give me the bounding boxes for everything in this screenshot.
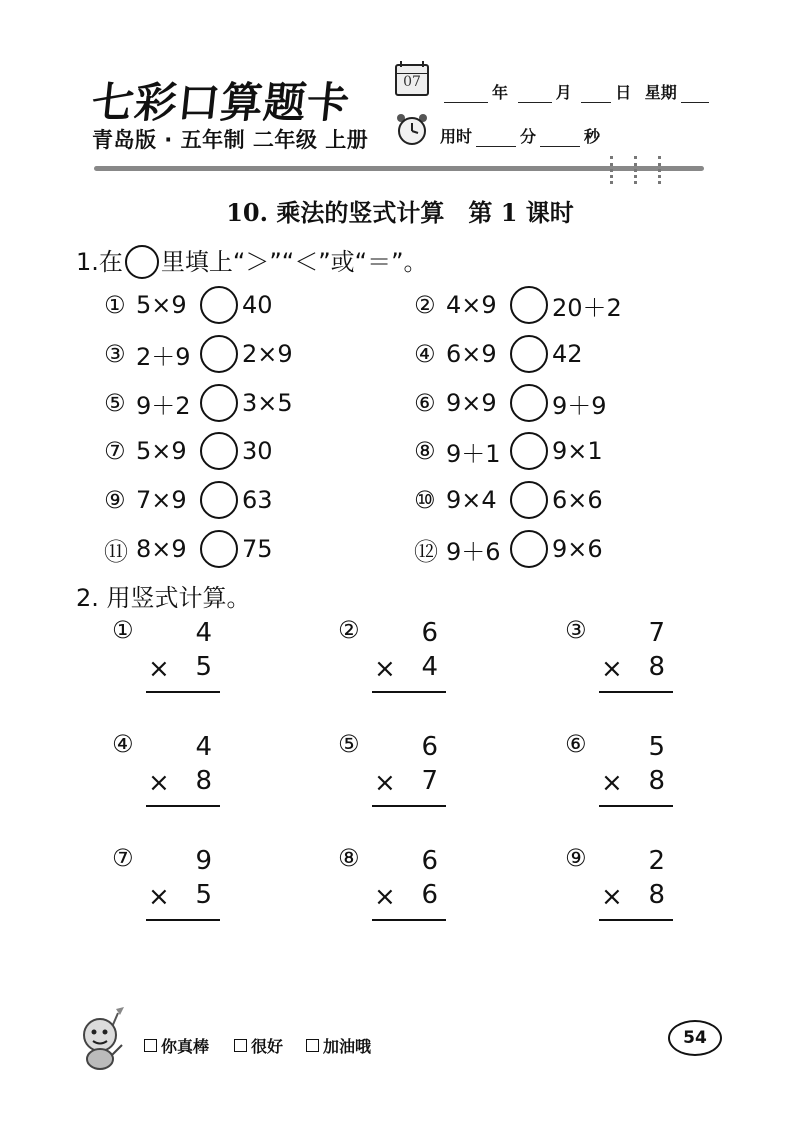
comparison-item bbox=[104, 383, 293, 423]
day-label: 日 bbox=[615, 83, 632, 102]
second-blank[interactable] bbox=[540, 128, 580, 147]
weekday-blank[interactable] bbox=[681, 84, 709, 103]
calc-rule bbox=[372, 919, 446, 921]
multiplicand: 4 bbox=[195, 618, 212, 648]
item-index: ④ bbox=[112, 730, 134, 758]
lesson-title: 10. 乘法的竖式计算 第 1 课时 bbox=[226, 198, 574, 227]
left-expression: 9×4 bbox=[446, 486, 497, 514]
left-expression: 6×9 bbox=[446, 340, 497, 368]
alarm-clock-icon bbox=[395, 112, 429, 146]
item-index: ⑥ bbox=[414, 389, 436, 417]
item-index: ⑥ bbox=[565, 730, 587, 758]
minute-blank[interactable] bbox=[476, 128, 516, 147]
comparison-item bbox=[104, 431, 273, 471]
answer-circle[interactable] bbox=[510, 432, 548, 470]
weekday-label: 星期 bbox=[644, 83, 677, 102]
multiplicand: 6 bbox=[421, 618, 438, 648]
right-expression: 30 bbox=[242, 437, 273, 465]
vertical-calc-item[interactable] bbox=[112, 844, 232, 934]
calc-rule bbox=[146, 805, 220, 807]
multiplicand: 2 bbox=[648, 846, 665, 876]
divider-knob bbox=[610, 156, 619, 184]
comparison-item bbox=[414, 480, 603, 520]
item-index: ⑧ bbox=[338, 844, 360, 872]
comparison-item bbox=[414, 431, 603, 471]
answer-circle[interactable] bbox=[200, 481, 238, 519]
right-expression: 2×9 bbox=[242, 340, 293, 368]
comparison-item bbox=[104, 285, 273, 325]
left-expression: 7×9 bbox=[136, 486, 187, 514]
multiply-sign: × bbox=[148, 882, 170, 912]
answer-circle[interactable] bbox=[510, 481, 548, 519]
right-expression: 9×1 bbox=[552, 437, 603, 465]
answer-circle[interactable] bbox=[510, 530, 548, 568]
comparison-item bbox=[104, 529, 273, 569]
item-index: ⑨ bbox=[565, 844, 587, 872]
multiply-sign: × bbox=[148, 768, 170, 798]
calc-rule bbox=[372, 805, 446, 807]
item-index: ⑨ bbox=[104, 486, 126, 514]
rating-label: 加油哦 bbox=[323, 1037, 372, 1056]
vertical-calc-item[interactable] bbox=[338, 616, 458, 706]
brand-logo-title: 七彩口算题卡 bbox=[89, 78, 353, 127]
left-expression: 5×9 bbox=[136, 291, 187, 319]
comparison-item bbox=[104, 334, 293, 374]
vertical-calc-item[interactable] bbox=[112, 730, 232, 820]
item-index: ⑤ bbox=[338, 730, 360, 758]
multiply-sign: × bbox=[148, 654, 170, 684]
comparison-item bbox=[414, 529, 603, 569]
item-index: ④ bbox=[414, 340, 436, 368]
right-expression: 42 bbox=[552, 340, 583, 368]
item-index: ⑧ bbox=[414, 437, 436, 465]
right-expression: 9×6 bbox=[552, 535, 603, 563]
vertical-calc-item[interactable] bbox=[338, 730, 458, 820]
time-fill-line bbox=[440, 124, 600, 147]
vertical-calc-item[interactable] bbox=[338, 844, 458, 934]
vertical-calc-item[interactable] bbox=[112, 616, 232, 706]
item-index: ② bbox=[338, 616, 360, 644]
left-expression: 5×9 bbox=[136, 437, 187, 465]
item-index: ② bbox=[414, 291, 436, 319]
left-expression: 2＋9 bbox=[136, 342, 191, 371]
rating-checkbox[interactable] bbox=[144, 1039, 157, 1052]
item-index: ① bbox=[104, 291, 126, 319]
item-index: ⑤ bbox=[104, 389, 126, 417]
multiply-sign: × bbox=[601, 882, 623, 912]
rating-checkbox[interactable] bbox=[306, 1039, 319, 1052]
multiplicand: 4 bbox=[195, 732, 212, 762]
calc-rule bbox=[372, 691, 446, 693]
section1-number: 1. bbox=[76, 248, 99, 276]
month-blank[interactable] bbox=[518, 84, 552, 103]
day-blank[interactable] bbox=[581, 84, 611, 103]
rating-option[interactable] bbox=[306, 1034, 371, 1057]
item-index: ⑫ bbox=[414, 537, 438, 566]
divider-knob bbox=[634, 156, 643, 184]
calc-rule bbox=[599, 805, 673, 807]
left-expression: 9＋1 bbox=[446, 439, 501, 468]
calc-rule bbox=[146, 691, 220, 693]
answer-circle[interactable] bbox=[510, 286, 548, 324]
multiplicand: 5 bbox=[648, 732, 665, 762]
left-expression: 9＋2 bbox=[136, 391, 191, 420]
multiply-sign: × bbox=[601, 768, 623, 798]
section1-instruction bbox=[76, 242, 428, 279]
item-index: ⑦ bbox=[104, 437, 126, 465]
mascot-icon bbox=[72, 1005, 134, 1071]
left-expression: 8×9 bbox=[136, 535, 187, 563]
page-number: 54 bbox=[668, 1020, 722, 1056]
multiplier: 7 bbox=[421, 766, 438, 796]
calc-rule bbox=[146, 919, 220, 921]
rating-label: 你真棒 bbox=[161, 1037, 210, 1056]
section2-instruction: 2. 用竖式计算。 bbox=[76, 584, 251, 612]
section1-text-after: 里填上“＞”“＜”或“＝”。 bbox=[160, 248, 428, 276]
multiplicand: 6 bbox=[421, 732, 438, 762]
time-used-label: 用时 bbox=[440, 127, 473, 146]
month-label: 月 bbox=[555, 83, 572, 102]
multiplier: 8 bbox=[648, 766, 665, 796]
calendar-day: 07 bbox=[397, 73, 427, 89]
item-index: ③ bbox=[104, 340, 126, 368]
multiply-sign: × bbox=[374, 654, 396, 684]
section1-text-before: 在 bbox=[98, 248, 123, 276]
vertical-calc-item[interactable] bbox=[565, 844, 685, 934]
right-expression: 3×5 bbox=[242, 389, 293, 417]
multiplier: 5 bbox=[195, 652, 212, 682]
answer-circle[interactable] bbox=[200, 335, 238, 373]
rating-option[interactable] bbox=[234, 1034, 283, 1057]
right-expression: 75 bbox=[242, 535, 273, 563]
minute-label: 分 bbox=[520, 127, 537, 146]
second-label: 秒 bbox=[584, 127, 601, 146]
multiplicand: 7 bbox=[648, 618, 665, 648]
left-expression: 4×9 bbox=[446, 291, 497, 319]
calc-rule bbox=[599, 691, 673, 693]
answer-circle[interactable] bbox=[510, 384, 548, 422]
multiplier: 4 bbox=[421, 652, 438, 682]
calc-rule bbox=[599, 919, 673, 921]
answer-circle[interactable] bbox=[200, 384, 238, 422]
multiplier: 5 bbox=[195, 880, 212, 910]
rating-label: 很好 bbox=[251, 1037, 284, 1056]
comparison-item bbox=[414, 334, 583, 374]
comparison-item bbox=[414, 285, 622, 325]
multiplier: 8 bbox=[195, 766, 212, 796]
right-expression: 63 bbox=[242, 486, 273, 514]
edition-subtitle: 青岛版 · 五年制 二年级 上册 bbox=[92, 128, 369, 152]
answer-circle[interactable] bbox=[200, 432, 238, 470]
multiply-sign: × bbox=[374, 882, 396, 912]
calendar-icon bbox=[395, 64, 429, 96]
multiply-sign: × bbox=[601, 654, 623, 684]
rating-option[interactable] bbox=[144, 1034, 209, 1057]
right-expression: 20＋2 bbox=[552, 293, 622, 322]
item-index: ① bbox=[112, 616, 134, 644]
answer-circle[interactable] bbox=[200, 530, 238, 568]
rating-checkbox[interactable] bbox=[234, 1039, 247, 1052]
item-index: ⑪ bbox=[104, 537, 128, 566]
year-label: 年 bbox=[492, 83, 509, 102]
vertical-calc-item[interactable] bbox=[565, 616, 685, 706]
multiply-sign: × bbox=[374, 768, 396, 798]
vertical-calc-item[interactable] bbox=[565, 730, 685, 820]
left-expression: 9＋6 bbox=[446, 537, 501, 566]
date-fill-line bbox=[440, 80, 713, 103]
left-expression: 9×9 bbox=[446, 389, 497, 417]
item-index: ⑩ bbox=[414, 486, 436, 514]
comparison-item bbox=[414, 383, 607, 423]
circle-icon bbox=[125, 245, 159, 279]
right-expression: 9＋9 bbox=[552, 391, 607, 420]
multiplier: 8 bbox=[648, 880, 665, 910]
year-blank[interactable] bbox=[444, 84, 488, 103]
answer-circle[interactable] bbox=[200, 286, 238, 324]
multiplicand: 6 bbox=[421, 846, 438, 876]
multiplier: 6 bbox=[421, 880, 438, 910]
answer-circle[interactable] bbox=[510, 335, 548, 373]
multiplicand: 9 bbox=[195, 846, 212, 876]
multiplier: 8 bbox=[648, 652, 665, 682]
item-index: ⑦ bbox=[112, 844, 134, 872]
comparison-item bbox=[104, 480, 273, 520]
right-expression: 6×6 bbox=[552, 486, 603, 514]
item-index: ③ bbox=[565, 616, 587, 644]
divider-knob bbox=[658, 156, 667, 184]
right-expression: 40 bbox=[242, 291, 273, 319]
